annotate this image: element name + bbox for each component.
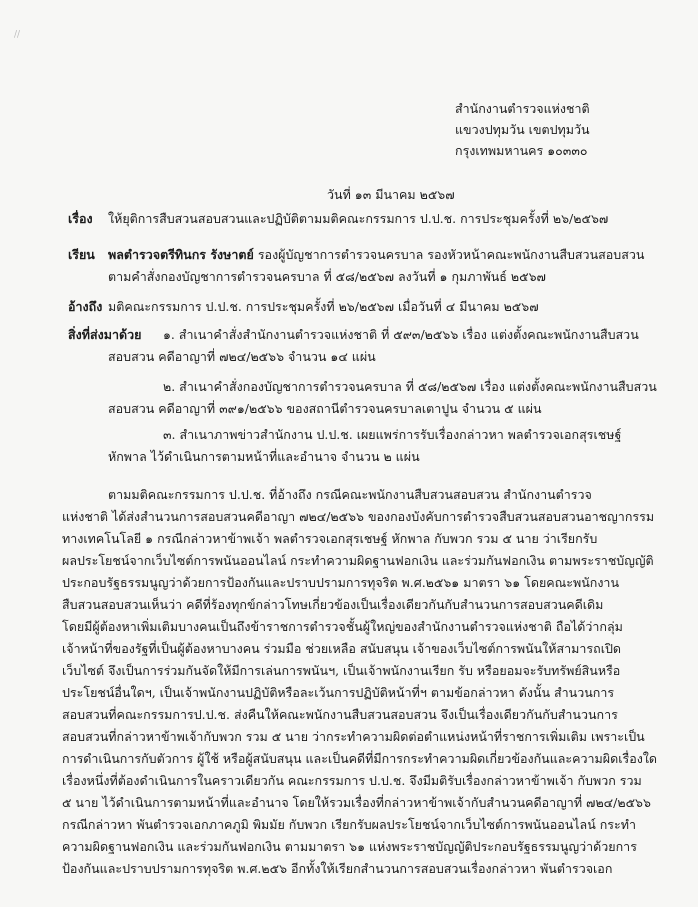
body-line: ทางเทคโนโลยี ๑ กรณีกล่าวหาข้าพเจ้า พลตำรวจเอกสุรเชษฐ์ หักพาล กับพวก รวม ๕ นาย ว่าเรียกรับ — [62, 531, 598, 546]
body-line: ตามมติคณะกรรมการ ป.ป.ช. ที่อ้างถึง กรณีคณะพนักงานสืบสวนสอบสวน สำนักงานตำรวจ — [108, 487, 592, 502]
to-line-2: ตามคำสั่งกองบัญชาการตำรวจนครบาล ที่ ๕๘/๒๕๖๗ ลงวันที่ ๑ กุมภาพันธ์ ๒๕๖๗ — [108, 269, 546, 284]
body-line: ๕ นาย ไว้ดำเนินการตามหน้าที่และอำนาจ โดยให้รวมเรื่องที่กล่าวหาข้าพเจ้ากับสำนวนคดีอาญาที่ ๗๒๔/๒๕๖๖ — [62, 795, 651, 810]
body-line: ป้องกันและปราบปรามการทุจริต พ.ศ.๒๕๖ อีกทั้งให้เรียกสำนวนการสอบสวนเรื่องกล่าวหา พันตำรวจเอก — [62, 861, 613, 876]
body-line: สืบสวนสอบสวนเห็นว่า คดีที่ร้องทุกข์กล่าวโทษเกี่ยวข้องเป็นเรื่องเดียวกันกับสำนวนการสอบสวนคดีเดิม — [62, 597, 604, 612]
reference-text: มติคณะกรรมการ ป.ป.ช. การประชุมครั้งที่ ๒๖/๒๕๖๗ เมื่อวันที่ ๔ มีนาคม ๒๕๖๗ — [108, 299, 539, 314]
address-line: กรุงเทพมหานคร ๑๐๓๓๐ — [455, 143, 588, 158]
body-line: กรณีกล่าวหา พันตำรวจเอกภาคภูมิ พิมมัย กับพวก เรียกรับผลประโยชน์จากเว็บไซต์การพนันออนไลน์ กระทำ — [62, 817, 636, 832]
enclosure-item: หักพาล ไว้ดำเนินการตามหน้าที่และอำนาจ จำนวน ๒ แผ่น — [108, 449, 420, 464]
body-line: สอบสวนที่กล่าวหาข้าพเจ้ากับพวก รวม ๕ นาย ว่ากระทำความผิดต่อตำแหน่งหน้าที่ราชการเพิ่มเติม เพราะเป็น — [62, 729, 645, 744]
to-label: เรียน — [68, 247, 95, 262]
body-line: เจ้าหน้าที่ของรัฐที่เป็นผู้ต้องหาบางคน ร่วมมือ ช่วยเหลือ สนับสนุน เจ้าของเว็บไซต์การพนันให้สามารถเปิด — [62, 641, 622, 656]
subject-text: ให้ยุติการสืบสวนสอบสวนและปฏิบัติตามมติคณะกรรมการ ป.ป.ช. การประชุมครั้งที่ ๒๖/๒๕๖๗ — [108, 211, 609, 226]
body-line: ประโยชน์อื่นใดฯ, เป็นเจ้าพนักงานปฏิบัติหรือละเว้นการปฏิบัติหน้าที่ฯ ตามข้อกล่าวหา ดังนั้น สำนวนการ — [62, 685, 615, 700]
enclosure-label: สิ่งที่ส่งมาด้วย — [68, 327, 142, 342]
body-line: แห่งชาติ ได้ส่งสำนวนการสอบสวนคดีอาญา ๗๒๔/๒๕๖๖ ของกองบังคับการตำรวจสืบสวนสอบสวนอาชญากรรม — [62, 509, 655, 524]
to-position: รองผู้บัญชาการตำรวจนครบาล รองหัวหน้าคณะพนักงานสืบสวนสอบสวน — [253, 247, 645, 262]
letter-date: วันที่ ๑๓ มีนาคม ๒๕๖๗ — [327, 187, 455, 202]
address-line: สำนักงานตำรวจแห่งชาติ — [455, 101, 590, 116]
body-line: โดยมีผู้ต้องหาเพิ่มเติมบางคนเป็นถึงข้าราชการตำรวจชั้นผู้ใหญ่ของสำนักงานตำรวจแห่งชาติ ถือได้ว่ากลุ่ม — [62, 619, 623, 634]
enclosure-item: ๑. สำเนาคำสั่งสำนักงานตำรวจแห่งชาติ ที่ ๕๙๓/๒๕๖๖ เรื่อง แต่งตั้งคณะพนักงานสืบสวน — [163, 327, 639, 342]
body-line: ประกอบรัฐธรรมนูญว่าด้วยการป้องกันและปราบปรามการทุจริต พ.ศ.๒๕๖๑ มาตรา ๖๑ โดยคณะพนักงาน — [62, 575, 619, 590]
body-line: ผลประโยชน์จากเว็บไซต์การพนันออนไลน์ กระทำความผิดฐานฟอกเงิน และร่วมกันฟอกเงิน ตามพระราชบัญญัติ — [62, 553, 654, 568]
enclosure-item: ๓. สำเนาภาพข่าวสำนักงาน ป.ป.ช. เผยแพร่การรับเรื่องกล่าวหา พลตำรวจเอกสุรเชษฐ์ — [163, 427, 622, 442]
reference-label: อ้างถึง — [68, 299, 103, 314]
margin-mark: // — [14, 30, 21, 40]
body-line: เรื่องหนึ่งที่ต้องดำเนินการในคราวเดียวกัน คณะกรรมการ ป.ป.ช. จึงมีมติรับเรื่องกล่าวหาข้าพเจ้า กับพวก รวม — [62, 773, 642, 788]
body-line: เว็บไซต์ จึงเป็นการร่วมกันจัดให้มีการเล่นการพนันฯ, เป็นเจ้าพนักงานเรียก รับ หรือยอมจะรับทรัพย์สินหรือ — [62, 663, 621, 678]
enclosure-item: สอบสวน คดีอาญาที่ ๓๙๑/๒๕๖๖ ของสถานีตำรวจนครบาลเตาปูน จำนวน ๕ แผ่น — [108, 401, 542, 416]
enclosure-item: ๒. สำเนาคำสั่งกองบัญชาการตำรวจนครบาล ที่ ๕๘/๒๕๖๗ เรื่อง แต่งตั้งคณะพนักงานสืบสวน — [163, 379, 657, 394]
to-name: พลตำรวจตรีทินกร รังษาตย์ — [108, 247, 254, 262]
enclosure-item: สอบสวน คดีอาญาที่ ๗๒๔/๒๕๖๖ จำนวน ๑๔ แผ่น — [108, 349, 376, 364]
body-line: สอบสวนที่คณะกรรมการป.ป.ช. ส่งคืนให้คณะพนักงานสืบสวนสอบสวน จึงเป็นเรื่องเดียวกันกับสำนวนการ — [62, 707, 618, 722]
subject-label: เรื่อง — [68, 211, 93, 226]
address-line: แขวงปทุมวัน เขตปทุมวัน — [455, 122, 590, 137]
sender-address — [455, 98, 590, 161]
body-line: ความผิดฐานฟอกเงิน และร่วมกันฟอกเงิน ตามมาตรา ๖๑ แห่งพระราชบัญญัติประกอบรัฐธรรมนูญว่าด้วยการ — [62, 839, 637, 854]
body-line: การดำเนินการกับตัวการ ผู้ใช้ หรือผู้สนับสนุน และเป็นคดีที่มีการกระทำความผิดเกี่ยวข้องกันและความผิดเรื่องใด — [62, 751, 658, 766]
